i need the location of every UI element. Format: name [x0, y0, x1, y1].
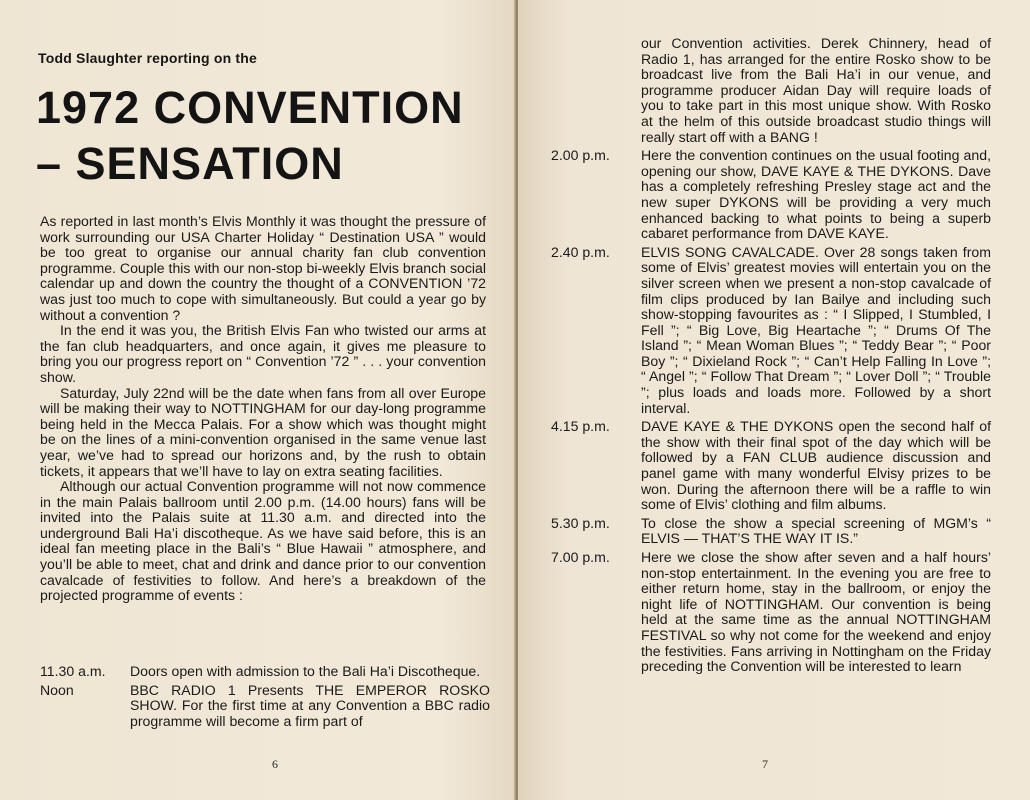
article-body [40, 214, 486, 604]
event-description: Doors open with admission to the Bali Ha’i Discotheque. [130, 663, 481, 679]
event-row [40, 683, 490, 730]
event-description: Here the convention continues on the usual footing and, opening our show, DAVE KAYE & THE DYKONS. Dave has a completely refreshing Presley stage act and the new super DYKONS will be providing a very much enhanced backing to what points to being a superb cabaret performance from DAVE KAYE. [641, 147, 991, 242]
event-time: 5.30 p.m. [551, 514, 610, 531]
event-row [551, 550, 991, 675]
event-description: To close the show a special screening of MGM’s “ ELVIS — THAT’S THE WAY IT IS.” [641, 514, 991, 547]
continued-event-text: our Convention activities. Derek Chinnery, head of Radio 1, has arranged for the entire Rosko show to be broadcast live from the Bali Ha’i in our venue, and programme producer Aidan Day will require loads of you to take part in this most unique show. With Rosko at the helm of this outside broadcast studio things will really start off with a BANG ! [641, 35, 991, 145]
event-description: ELVIS SONG CAVALCADE. Over 28 songs taken from some of Elvis’ greatest movies will entertain you on the silver screen when we present a non-stop cavalcade of film clips produced by Ian Bailye and including such show-stopping favourites as : “ I Slipped, I Stumbled, I Fell ”; “ Big Love, Big Heartache ”; “ Drums Of The Island ”; “ Mean Woman Blues ”; “ Teddy Bear ”; “ Poor Boy ”; “ Dixieland Rock ”; “ Can’t Help Falling In Love ”; “ Angel ”; “ Follow That Dream ”; “ Lover Doll ”; “ Trouble ”; plus loads and loads more. Followed by a short interval. [641, 243, 991, 416]
headline-line-2: – SENSATION [36, 138, 344, 189]
event-row [551, 419, 991, 513]
event-time: 11.30 a.m. [40, 663, 106, 679]
event-row [551, 148, 991, 242]
page-number-right: 7 [762, 757, 768, 771]
event-row [40, 664, 490, 680]
right-page [518, 0, 1030, 800]
paragraph-4: Although our actual Convention programme will not now commence in the main Palais ballroom until 2.00 p.m. (14.00 hours) fans will be invited into the Palais suite at 11.30 a.m. and directed into the underground Bali Ha’i discotheque. As we have said before, this is an ideal fan meeting place in the Bali’s “ Blue Hawaii ” atmosphere, and you’ll be able to meet, chat and drink and dance prior to our convention cavalcade of festivities to follow. And here’s a breakdown of the projected programme of events : [40, 478, 486, 604]
event-row [551, 245, 991, 417]
paragraph-1: As reported in last month’s Elvis Monthly it was thought the pressure of work surrounding our USA Charter Holiday “ Destination USA ” would be too great to organise our annual charity fan club convention programme. Couple this with our non-stop bi-weekly Elvis branch social calendar up and down the country the thought of a CONVENTION ’72 was just too much to cope with simultaneously. But could a year go by without a convention ? [40, 213, 486, 323]
paragraph-2: In the end it was you, the British Elvis Fan who twisted our arms at the fan club headquarters, and once again, it gives me pleasure to bring you our progress report on “ Convention ’72 ” . . . your convention show. [40, 322, 486, 385]
event-list-right [551, 36, 991, 678]
event-description: BBC RADIO 1 Presents THE EMPEROR ROSKO SHOW. For the first time at any Convention a BBC radio programme will become a firm part of [130, 681, 490, 729]
event-list-left [40, 664, 490, 732]
event-time: 7.00 p.m. [551, 549, 610, 565]
headline-line-1: 1972 CONVENTION [36, 82, 464, 133]
event-time: 2.00 p.m. [551, 147, 610, 164]
event-description: DAVE KAYE & THE DYKONS open the second half of the show with their final spot of the day which will be followed by a FAN CLUB audience discussion and panel game with many wonderful Elvisy prizes to be won. During the afternoon there will be a raffle to win some of Elvis’ clothing and film albums. [641, 418, 991, 513]
paragraph-3: Saturday, July 22nd will be the date when fans from all over Europe will be making their way to NOTTINGHAM for our day-long programme being held in the Mecca Palais. For a show which was thought might be on the lines of a mini-convention organised in the same venue last year, we’ve had to spread our horizons and, by the rush to obtain tickets, it appears that we’ll have to lay on extra seating facilities. [40, 384, 486, 479]
event-time: 2.40 p.m. [551, 243, 610, 260]
event-description: Here we close the show after seven and a half hours’ non-stop entertainment. In the evening you are free to either return home, stay in the ballroom, or enjoy the night life of NOTTINGHAM. Our convention is being held at the same time as the annual NOTTINGHAM FESTIVAL so why not come for the weekend and enjoy the festivities. Fans arriving in Nottingham on the Friday preceding the Convention will be interested to learn [641, 549, 991, 675]
byline: Todd Slaughter reporting on the [38, 50, 258, 66]
event-time: 4.15 p.m. [551, 418, 610, 435]
event-row [551, 516, 991, 547]
headline [36, 80, 506, 192]
page-number-left: 6 [272, 757, 278, 771]
event-time: Noon [40, 681, 74, 698]
